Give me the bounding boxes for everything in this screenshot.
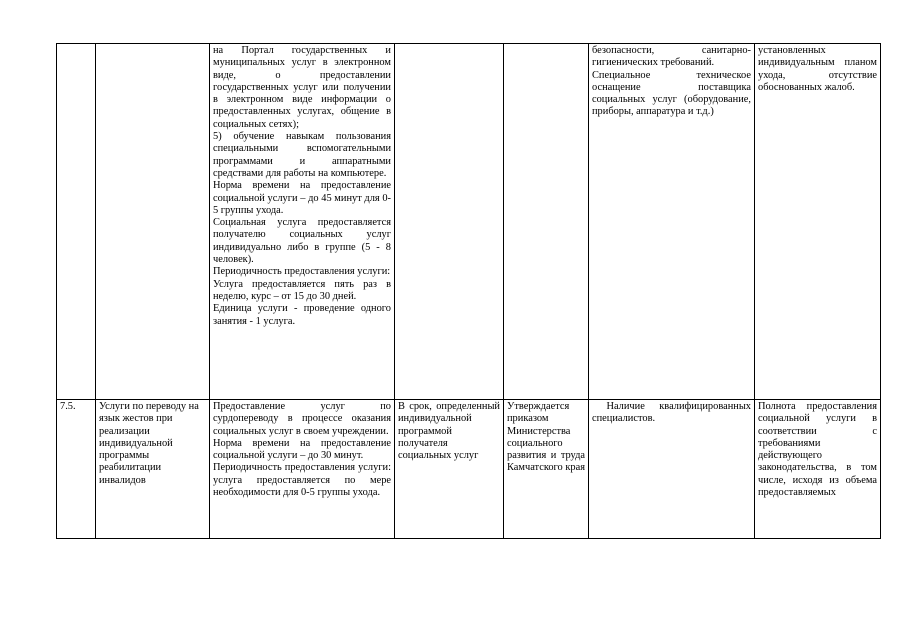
name-paragraph: Услуги по переводу на язык жестов при реализации индивидуальной программы реабилитации инвалидов [99, 401, 199, 486]
content-paragraph: Предоставление услуг по сурдопереводу в процессе оказания социальных услуг в своем учреждении. [213, 401, 391, 437]
service-term-cell [395, 44, 504, 400]
table-row [57, 44, 881, 400]
content-paragraph: Услуга предоставляется пять раз в неделю, курс – от 15 до 30 дней. [213, 278, 391, 302]
conditions-paragraph: безопасности, санитарно-гигиенических требований. [592, 45, 751, 69]
conditions-paragraph: Специальное техническое оснащение поставщика социальных услуг (оборудование, приборы, аппаратура и т.д.) [592, 69, 751, 118]
service-content-cell [210, 400, 395, 539]
service-conditions-cell [589, 44, 755, 400]
content-paragraph: Норма времени на предоставление социальной услуги – до 45 минут для 0-5 группы ухода. [213, 180, 391, 216]
content-paragraph: 5) обучение навыкам пользования специальными вспомогательными программами и аппаратными средствами для работы на компьютере. [213, 131, 391, 179]
services-table [56, 43, 881, 539]
term-paragraph: В срок, определенный индивидуальной программой получателя социальных услуг [398, 401, 500, 462]
service-tariff-cell [504, 44, 589, 400]
content-paragraph: на Портал государственных и муниципальных услуг в электронном виде, о предоставлении государственных услуг или получении в электронном виде информации о предоставленных услугах, общение в социальных сетях); [213, 45, 391, 130]
content-paragraph: Социальная услуга предоставляется получателю социальных услуг индивидуально либо в группе (5 - 8 человек). [213, 217, 391, 266]
service-evaluation-cell [755, 400, 881, 539]
conditions-paragraph: Наличие квалифицированных специалистов. [592, 401, 754, 425]
evaluation-paragraph: установленных индивидуальным планом ухода, отсутствие обоснованных жалоб. [758, 45, 877, 93]
tariff-paragraph: Утверждается приказом Министерства социального развития и труда Камчатского края [507, 401, 585, 474]
service-content-cell [210, 44, 395, 400]
row-number: 7.5. [60, 401, 76, 412]
row-number-cell [57, 400, 96, 539]
service-name-cell [96, 400, 210, 539]
content-paragraph: Норма времени на предоставление социальной услуги – до 30 минут. [213, 437, 391, 462]
evaluation-paragraph: Полнота предоставления социальной услуги в соответствии с требованиями действующего законодательства, в том числе, исходя из объема предоставляемых [758, 401, 877, 499]
service-name-cell [96, 44, 210, 400]
content-paragraph: Периодичность предоставления услуги: услуга предоставляется по мере необходимости для 0-5 группы ухода. [213, 462, 391, 499]
table-row [57, 400, 881, 539]
service-tariff-cell [504, 400, 589, 539]
row-number-cell [57, 44, 96, 400]
service-conditions-cell [589, 400, 755, 539]
content-paragraph: Периодичность предоставления услуги: [213, 266, 391, 278]
service-term-cell [395, 400, 504, 539]
service-evaluation-cell [755, 44, 881, 400]
content-paragraph: Единица услуги - проведение одного занятия - 1 услуга. [213, 303, 391, 327]
